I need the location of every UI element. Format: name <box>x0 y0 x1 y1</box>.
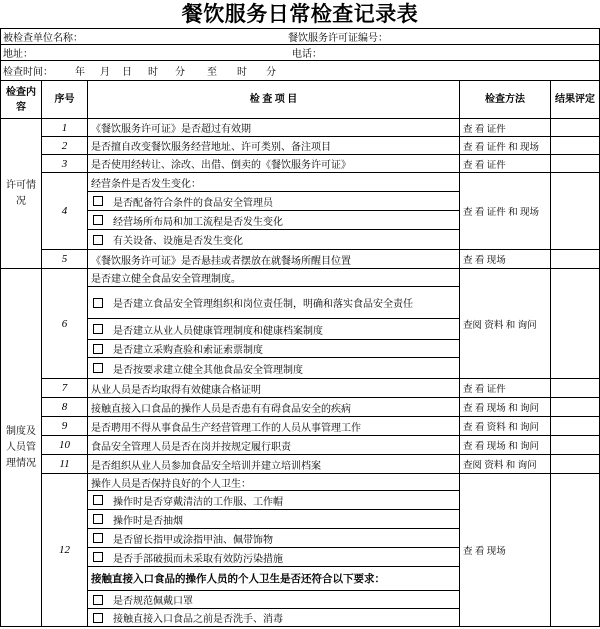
check-method: 查 看 证件 和 现场 <box>460 137 551 155</box>
check-subitem <box>88 548 459 567</box>
result-cell[interactable] <box>551 455 600 474</box>
checkbox[interactable] <box>93 595 103 605</box>
checkbox[interactable] <box>93 298 103 308</box>
checkbox[interactable] <box>93 495 103 505</box>
time-unit: 年 <box>75 67 85 78</box>
check-item <box>88 269 460 379</box>
section-label-management: 制度及人员管理情况 <box>1 269 42 627</box>
check-method: 查 看 证件 <box>460 379 551 398</box>
info-row-time <box>1 61 600 81</box>
checkbox[interactable] <box>93 215 103 225</box>
result-cell[interactable] <box>551 436 600 455</box>
row-number: 8 <box>42 398 88 417</box>
time-unit: 时 <box>148 67 158 78</box>
check-subitem <box>88 319 459 340</box>
result-cell[interactable] <box>551 250 600 269</box>
check-subitem <box>88 491 459 510</box>
check-item: 是否使用经转让、涂改、出借、倒卖的《餐饮服务许可证》 <box>88 155 460 173</box>
check-item: 从业人员是否均取得有效健康合格证明 <box>88 379 460 398</box>
column-header-method: 检查方法 <box>460 81 551 119</box>
check-subitem <box>88 591 459 609</box>
check-method: 查 看 现场 <box>460 250 551 269</box>
result-cell[interactable] <box>551 417 600 436</box>
check-subitem <box>88 287 459 319</box>
check-subheading: 接触直接入口食品的操作人员的个人卫生是否还符合以下要求： <box>88 567 459 591</box>
time-unit: 至 <box>207 67 217 78</box>
check-subitem <box>88 358 459 378</box>
check-item-heading: 操作人员是否保持良好的个人卫生： <box>88 474 459 491</box>
check-method: 查 看 资料 和 询问 <box>460 417 551 436</box>
check-subitem-label: 经营场所布局和加工流程是否发生变化 <box>113 216 283 228</box>
check-method: 查 看 现场 <box>460 474 551 627</box>
row-number: 2 <box>42 137 88 155</box>
column-header-result: 结果评定 <box>551 81 600 119</box>
row-number: 10 <box>42 436 88 455</box>
check-method: 查 看 现场 和 询问 <box>460 436 551 455</box>
result-cell[interactable] <box>551 137 600 155</box>
result-cell[interactable] <box>551 155 600 173</box>
check-item: 是否擅自改变餐饮服务经营地址、许可类别、备注项目 <box>88 137 460 155</box>
check-method: 查 看 证件 和 现场 <box>460 173 551 250</box>
check-subitem-label: 操作时是否穿戴清洁的工作服、工作帽 <box>113 496 283 508</box>
column-header-category: 检查内容 <box>1 81 42 119</box>
check-item-heading: 是否建立健全食品安全管理制度。 <box>88 269 459 287</box>
section-label-permit: 许可情况 <box>1 119 42 269</box>
checkbox[interactable] <box>93 552 103 562</box>
phone-label: 电话： <box>292 49 322 60</box>
check-subitem-label: 是否建立从业人员健康管理制度和健康档案制度 <box>113 325 323 337</box>
check-subitem <box>88 192 459 211</box>
check-item: 《餐饮服务许可证》是否超过有效期 <box>88 119 460 137</box>
check-subitem <box>88 211 459 230</box>
check-subitem-label: 操作时是否抽烟 <box>113 515 183 527</box>
check-subitem-label: 是否按要求建立健全其他食品安全管理制度 <box>113 364 303 376</box>
check-item <box>88 173 460 250</box>
checkbox[interactable] <box>93 514 103 524</box>
row-number: 9 <box>42 417 88 436</box>
checkbox[interactable] <box>93 235 103 245</box>
check-item <box>88 474 460 627</box>
check-subitem <box>88 529 459 548</box>
row-number: 7 <box>42 379 88 398</box>
result-cell[interactable] <box>551 379 600 398</box>
checkbox[interactable] <box>93 613 103 623</box>
check-method: 查 看 证件 <box>460 119 551 137</box>
address-label: 地址： <box>3 49 33 60</box>
check-subitem-label: 是否建立采购查验和索证索票制度 <box>113 345 263 356</box>
check-item: 《餐饮服务许可证》是否悬挂或者摆放在就餐场所醒目位置 <box>88 250 460 269</box>
check-subitem-label: 是否规范佩戴口罩 <box>113 596 193 607</box>
inspection-table <box>0 28 600 627</box>
checkbox[interactable] <box>93 363 103 373</box>
time-unit: 分 <box>175 67 185 78</box>
result-cell[interactable] <box>551 398 600 417</box>
row-number: 6 <box>42 269 88 379</box>
checkbox[interactable] <box>93 533 103 543</box>
check-item: 接触直接入口食品的操作人员是否患有有碍食品安全的疾病 <box>88 398 460 417</box>
result-cell[interactable] <box>551 119 600 137</box>
result-cell[interactable] <box>551 173 600 250</box>
check-method: 查 看 现场 和 询问 <box>460 398 551 417</box>
time-unit: 日 <box>122 67 132 78</box>
check-subitem-label: 接触直接入口食品之前是否洗手、消毒 <box>113 614 283 625</box>
checkbox[interactable] <box>93 344 103 354</box>
time-unit: 月 <box>100 67 110 78</box>
result-cell[interactable] <box>551 269 600 379</box>
check-subitem-label: 有关设备、设施是否发生变化 <box>113 236 243 247</box>
license-number-label: 餐饮服务许可证编号： <box>288 33 388 44</box>
row-number: 5 <box>42 250 88 269</box>
result-cell[interactable] <box>551 474 600 627</box>
check-subitem <box>88 510 459 529</box>
check-method: 查阅 资料 和 询问 <box>460 269 551 379</box>
check-subitem-label: 是否建立食品安全管理组织和岗位责任制，明确和落实食品安全责任 <box>113 299 413 310</box>
check-subitem-label: 是否配备符合条件的食品安全管理员 <box>113 197 273 209</box>
check-method: 查 看 证件 <box>460 155 551 173</box>
info-row-address <box>1 45 600 61</box>
row-number: 11 <box>42 455 88 474</box>
check-item: 食品安全管理人员是否在岗并按规定履行职责 <box>88 436 460 455</box>
time-unit: 分 <box>266 67 276 78</box>
time-unit: 时 <box>237 67 247 78</box>
check-method: 查阅 资料 和 询问 <box>460 455 551 474</box>
check-subitem-label: 是否手部破损而未采取有效防污染措施 <box>113 553 283 565</box>
checkbox[interactable] <box>93 196 103 206</box>
check-subitem <box>88 230 459 249</box>
column-header-index: 序号 <box>42 81 88 119</box>
check-item: 是否聘用不得从事食品生产经营管理工作的人员从事管理工作 <box>88 417 460 436</box>
check-subitem <box>88 609 459 626</box>
checkbox[interactable] <box>93 324 103 334</box>
row-number: 4 <box>42 173 88 250</box>
column-header-item: 检 查 项 目 <box>88 81 460 119</box>
row-number: 3 <box>42 155 88 173</box>
form-title: 餐饮服务日常检查记录表 <box>181 1 419 26</box>
check-item: 是否组织从业人员参加食品安全培训并建立培训档案 <box>88 455 460 474</box>
info-row-unit <box>1 29 600 45</box>
row-number: 1 <box>42 119 88 137</box>
check-item-heading: 经营条件是否发生变化： <box>88 173 459 192</box>
unit-name-label: 被检查单位名称： <box>3 33 83 44</box>
row-number: 12 <box>42 474 88 627</box>
check-subitem <box>88 340 459 358</box>
inspection-time-label: 检查时间： <box>3 67 53 78</box>
check-subitem-label: 是否留长指甲或涂指甲油、佩带饰物 <box>113 534 273 546</box>
